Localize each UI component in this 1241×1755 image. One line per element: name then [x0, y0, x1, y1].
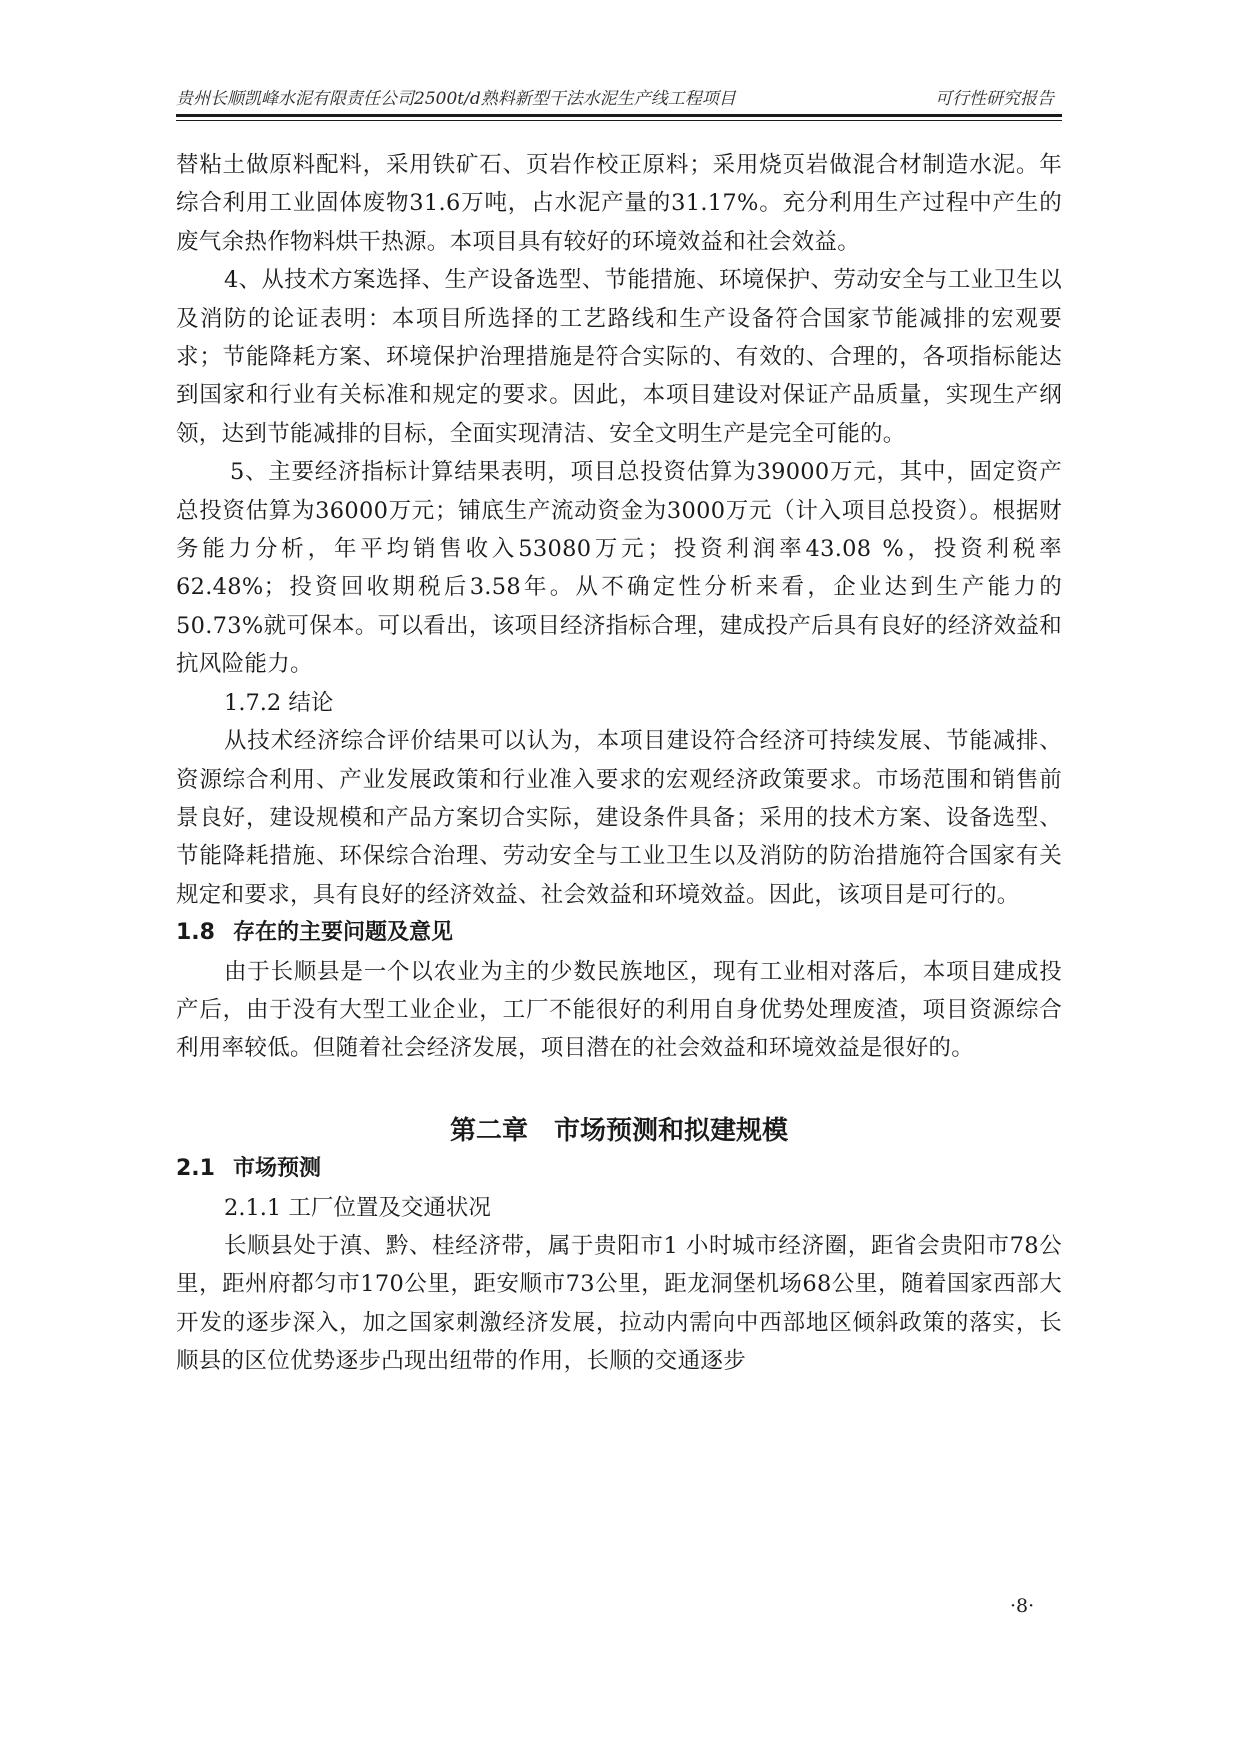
- chapter-spacer: [176, 1068, 1062, 1112]
- section-heading-1-8: [176, 914, 1062, 952]
- section-number: 2.1: [176, 1156, 215, 1182]
- section-heading-2-1: [176, 1150, 1062, 1188]
- paragraph-continuation: 替粘土做原料配料，采用铁矿石、页岩作校正原料；采用烧页岩做混合材制造水泥。年综合利用工业固体废物31.6万吨，占水泥产量的31.17%。充分利用生产过程中产生的废气余热作物料烘干热源。本项目具有较好的环境效益和社会效益。: [176, 152, 1062, 255]
- paragraph-point-5: 5、主要经济指标计算结果表明，项目总投资估算为39000万元，其中，固定资产总投资估算为36000万元；铺底生产流动资金为3000万元（计入项目总投资）。根据财务能力分析，年平均销售收入53080万元；投资利润率43.08 %，投资利税率62.48%；投资回收期税后3.58年。从不确定性分析来看，企业达到生产能力的50.73%就可保本。可以看出，该项目经济指标合理，建成投产后具有良好的经济效益和抗风险能力。: [176, 459, 1062, 678]
- paragraph-main-issues: 由于长顺县是一个以农业为主的少数民族地区，现有工业相对落后，本项目建成投产后，由于没有大型工业企业，工厂不能很好的利用自身优势处理废渣，项目资源综合利用率较低。但随着社会经济发展，项目潜在的社会效益和环境效益是很好的。: [176, 958, 1062, 1062]
- subsection-heading-2-1-1: 2.1.1 工厂位置及交通状况: [224, 1194, 491, 1221]
- page-header: [176, 84, 1062, 116]
- header-rule-thin: [176, 120, 1062, 121]
- header-report-type: 可行性研究报告: [935, 89, 1054, 109]
- chapter-title: 第二章 市场预测和拟建规模: [449, 1115, 788, 1146]
- header-rule-thick: [176, 114, 1062, 117]
- section-title: 市场预测: [232, 1156, 321, 1182]
- document-body: [176, 146, 1062, 1381]
- section-number: 1.8: [176, 920, 215, 946]
- page-number: ·8·: [1010, 1595, 1035, 1617]
- subsection-heading-1-7-2: 1.7.2 结论: [224, 689, 334, 716]
- section-title: 存在的主要问题及意见: [232, 920, 453, 946]
- paragraph-point-4: 4、从技术方案选择、生产设备选型、节能措施、环境保护、劳动安全与工业卫生以及消防的论证表明：本项目所选择的工艺路线和生产设备符合国家节能减排的宏观要求；节能降耗方案、环境保护治理措施是符合实际的、有效的、合理的，各项指标能达到国家和行业有关标准和规定的要求。因此，本项目建设对保证产品质量，实现生产纲领，达到节能减排的目标，全面实现清洁、安全文明生产是完全可能的。: [176, 267, 1062, 447]
- paragraph-location: 长顺县处于滇、黔、桂经济带，属于贵阳市1 小时城市经济圈，距省会贵阳市78公里，距州府都匀市170公里，距安顺市73公里，距龙洞堡机场68公里，随着国家西部大开发的逐步深入，加之国家刺激经济发展，拉动内需向中西部地区倾斜政策的落实，长顺县的区位优势逐步凸现出纽带的作用，长顺的交通逐步: [176, 1232, 1062, 1375]
- paragraph-conclusion: 从技术经济综合评价结果可以认为，本项目建设符合经济可持续发展、节能减排、资源综合利用、产业发展政策和行业准入要求的宏观经济政策要求。市场范围和销售前景良好，建设规模和产品方案切合实际，建设条件具备；采用的技术方案、设备选型、节能降耗措施、环保综合治理、劳动安全与工业卫生以及消防的防治措施符合国家有关规定和要求，具有良好的经济效益、社会效益和环境效益。因此，该项目是可行的。: [176, 728, 1062, 908]
- header-document-title: 贵州长顺凯峰水泥有限责任公司2500t/d熟料新型干法水泥生产线工程项目: [176, 89, 736, 109]
